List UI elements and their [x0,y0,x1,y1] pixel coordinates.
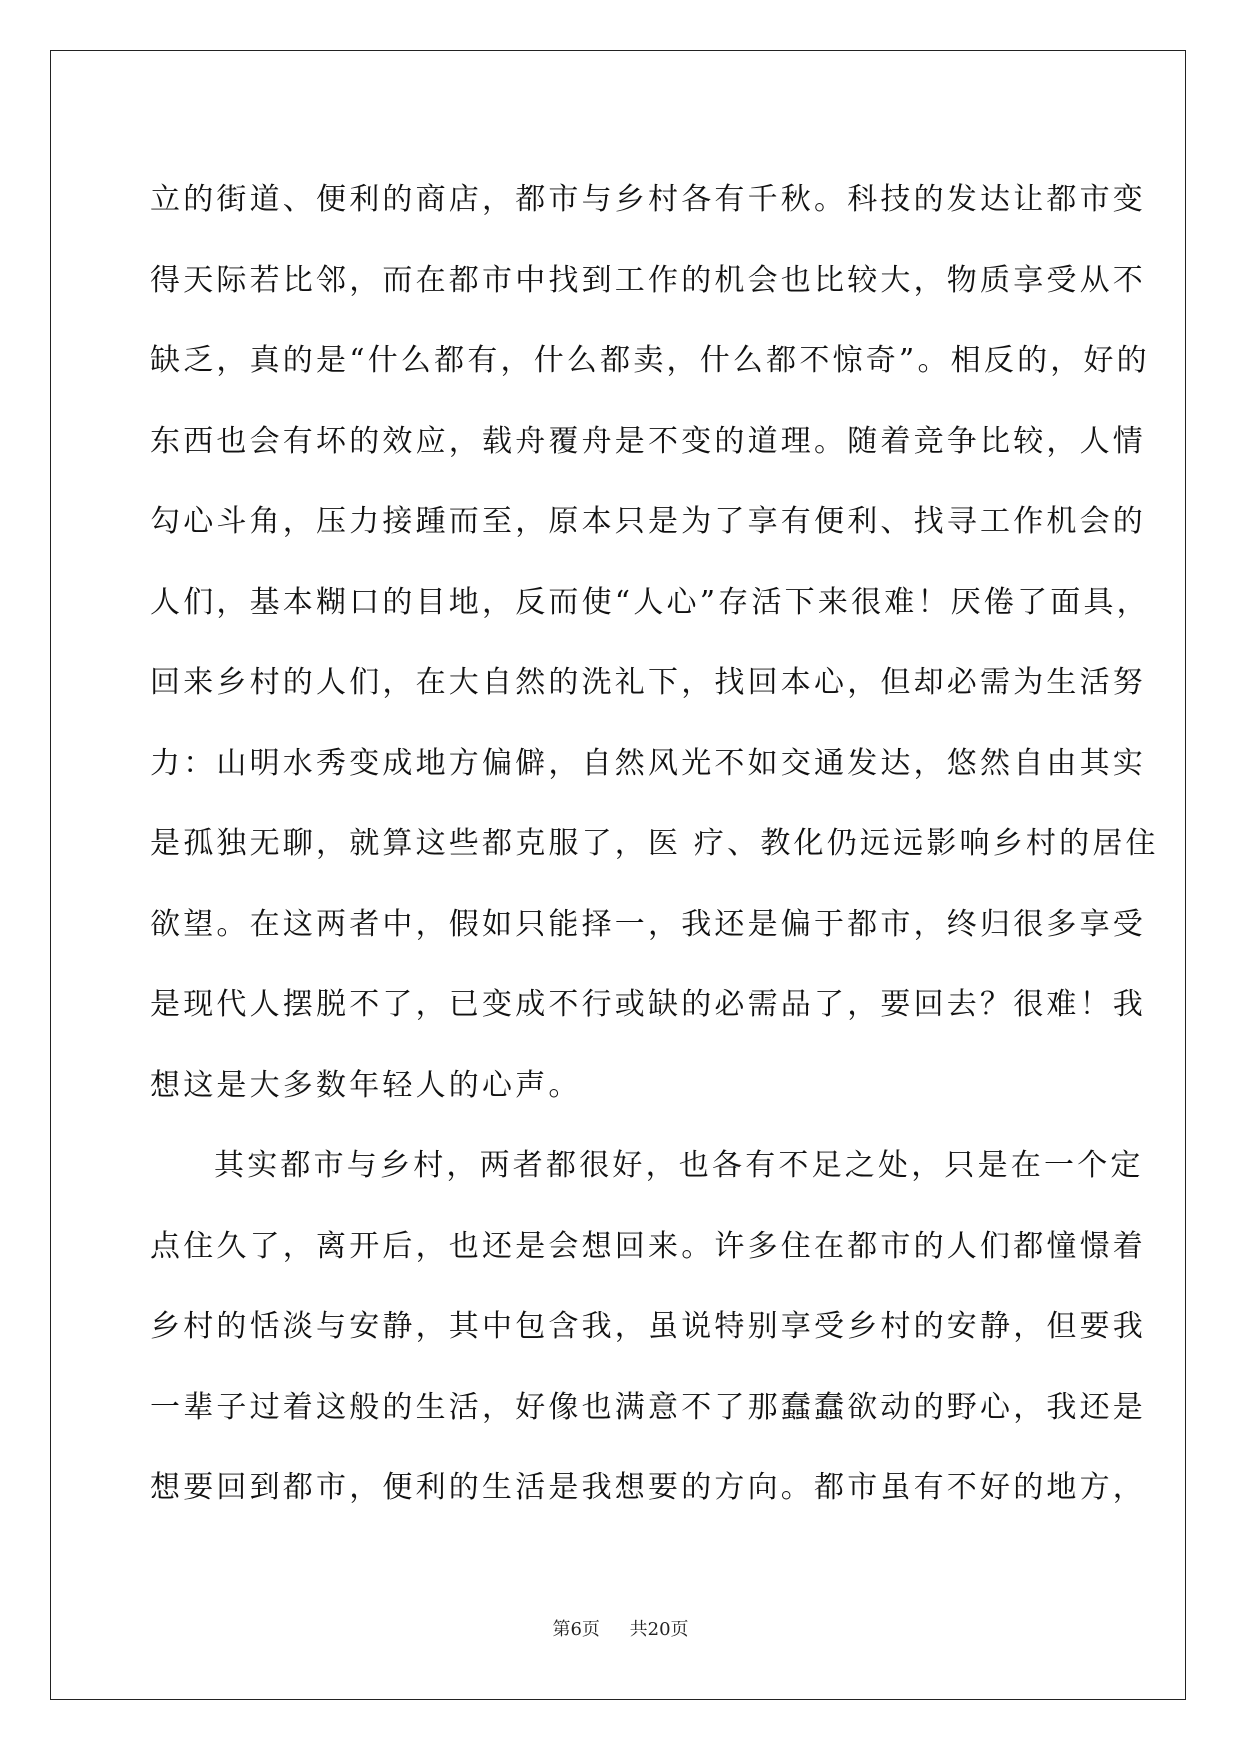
text-line: 缺乏，真的是“什么都有，什么都卖，什么都不惊奇”。相反的，好的 [150,343,1150,378]
text-line: 一辈子过着这般的生活，好像也满意不了那蠢蠢欲动的野心，我还是 [150,1389,1146,1425]
text-line: 点住久了，离开后，也还是会想回来。许多住在都市的人们都憧憬着 [150,1228,1146,1264]
text-line: 东西也会有坏的效应，载舟覆舟是不变的道理。随着竞争比较，人情 [150,423,1146,459]
text-line: 得天际若比邻，而在都市中找到工作的机会也比较大，物质享受从不 [150,262,1146,298]
page-number: 第6页 [552,1619,600,1640]
text-line: 想要回到都市，便利的生活是我想要的方向。都市虽有不好的地方， [150,1470,1146,1505]
paragraph-start-line: 其实都市与乡村，两者都很好，也各有不足之处，只是在一个定 [214,1148,1144,1183]
text-line: 立的街道、便利的商店，都市与乡村各有千秋。科技的发达让都市变 [150,182,1146,217]
text-line: 想这是大多数年轻人的心声。 [150,1067,582,1103]
page-footer [0,1615,1241,1641]
text-line: 是现代人摆脱不了，已变成不行或缺的必需品了，要回去？很难！我 [150,987,1146,1022]
text-line: 乡村的恬淡与安静，其中包含我，虽说特别享受乡村的安静，但要我 [150,1309,1146,1344]
text-line: 勾心斗角，压力接踵而至，原本只是为了享有便利、找寻工作机会的 [150,504,1146,539]
text-line: 回来乡村的人们，在大自然的洗礼下，找回本心，但却必需为生活努 [150,665,1146,700]
page-total: 共20页 [629,1619,689,1640]
document-body [150,160,1159,1529]
text-line: 力：山明水秀变成地方偏僻，自然风光不如交通发达，悠然自由其实 [150,745,1146,781]
text-line: 人们，基本糊口的目地，反而使“人心”存活下来很难！厌倦了面具， [150,584,1150,620]
text-line: 是孤独无聊，就算这些都克服了，医 疗、教化仍远远影响乡村的居住 [150,826,1159,861]
text-line: 欲望。在这两者中，假如只能择一，我还是偏于都市，终归很多享受 [150,906,1146,942]
